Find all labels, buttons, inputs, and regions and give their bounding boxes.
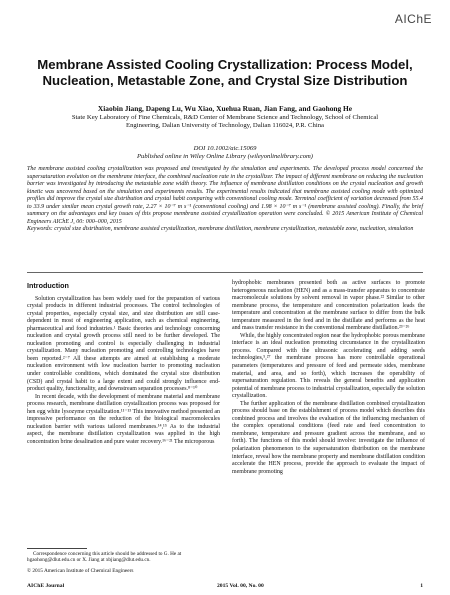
left-column <box>27 280 220 446</box>
copyright-notice: © 2015 American Institute of Chemical Engineers <box>27 568 134 574</box>
right-column <box>232 280 425 476</box>
title-line: Membrane Assisted Cooling Crystallization: Process Model, <box>37 57 413 72</box>
footer-journal: AIChE Journal <box>27 583 65 589</box>
section-divider <box>27 272 423 273</box>
paragraph: While, the highly concentrated region near the hydrophobic porous membrane interface is an ideal nucleation promoting circumstance in the crystallization process. Compared with the ultrasonic accelerating and adding seeds technologies,⁵,²⁷ the membrane process has more controllable operational parameters (temperatures and pressure of feed and permeate sides, membrane material, and area, and so forth), which increases the operability of supersaturation regulation. This reveals the general benefits and application potential of membrane process to industrial crystallization, especially the solution crystallization. <box>232 332 425 400</box>
affiliation-line: Engineering, Dalian University of Technology, Dalian 116024, P.R. China <box>125 122 324 130</box>
paragraph: In recent decade, with the development of membrane material and membrane process research, membrane distillation crystallization process was proposed for hen egg white lysozyme crystallization.¹¹⁻¹³ This innovative method presented an impressive performance on the reduction of the biological macromolecules nucleation barrier with various tailored membranes.¹⁴,¹⁵ As to the industrial aspect, the membrane distillation crystallization was applied in the high concentration brine desalination and pure water recovery.¹⁶⁻²¹ The microporous <box>27 393 220 445</box>
doi-block <box>20 145 430 162</box>
journal-brand: AIChE <box>394 12 432 26</box>
abstract-text: The membrane assisted cooling crystallization was proposed and investigated by the simulation and experiments. The developed process model concerned the supersaturation evolution on the membrane interface, the combined nucleation rate in the crystallizer. The impact of different membrane on reducing the nucleation barrier was investigated by introducing the metastable zone width theory. The influence of membrane distillation conditions on the crystal nucleation and growth kinetic was uncovered based on the simulation and experiments results. The experimental results indicated that membrane assisted cooling mode with optimized profiles did improve the crystal size distribution and crystal habit comparing with conventional cooling mode. Terminal coefficient of variation decreased from 55.4 to 33.9 under similar mean crystal growth rate, 2.27 × 10⁻⁷ m s⁻¹ (conventional cooling) and 1.98 × 10⁻⁷ m s⁻¹ (membrane assisted cooling). Finally, the brief summary on the advantages and key issues of this propose membrane assisted crystallization operation were concluded. © 2015 American Institute of Chemical Engineers AIChE J, 00: 000–000, 2015 <box>27 166 423 225</box>
published-note: Published online in Wiley Online Library (wileyonlinelibrary.com) <box>137 153 313 161</box>
correspondence-footnote: Correspondence concerning this article should be addressed to G. He at hgaohong@dlut.edu.cn or X. Jiang at xbjiang@dlut.edu.cn. <box>27 551 182 564</box>
author-list: Xiaobin Jiang, Dapeng Lu, Wu Xiao, Xuehua Ruan, Jian Fang, and Gaohong He <box>97 104 353 113</box>
footnote-separator <box>27 548 87 549</box>
abstract <box>27 166 423 234</box>
article-title <box>30 57 420 89</box>
title-line: Nucleation, Metastable Zone, and Crystal Size Distribution <box>42 73 408 88</box>
doi-link[interactable]: DOI 10.1002/aic.15069 <box>193 145 257 152</box>
keywords: Keywords: crystal size distribution, membrane assisted crystallization, membrane distillation, membrane crystallization, metastable zone, nucleation, simulation <box>27 226 414 233</box>
affiliation-line: State Key Laboratory of Fine Chemicals, R&D Center of Membrane Science and Technology, School of Chemical <box>71 114 379 121</box>
paragraph: The further application of the membrane distillation combined crystallization process should base on the establishment of process model which describes this combined process and involves the evaluation of the influencing mechanism of the complex operational conditions (feed rate and feed concentration to membrane, temperature and pressure gradient across the membrane, and so forth). The functions of this model should involve: investigate the influence of polarization phenomenon to the supersaturation distribution on the membrane interface, reveal how the membrane property and membrane distillation condition accelerate the HEN process, provide the approach to evaluate the impact of membrane promoting <box>232 400 425 475</box>
affiliation <box>20 114 430 131</box>
paragraph: hydrophobic membranes presented both as active surfaces to promote heterogeneous nucleation (HEN) and as a mass-transfer apparatus to concentrate macromolecule solutions by solvent removal in vapor phase.²² Similar to other membrane process, the temperature and concentration polarization leads the temperature and concentration at the membrane surface to differ from the bulk temperature measured in the feed and in the distillate and performs as the heat and mass transfer resistance in the conventional membrane distillation.²³⁻²⁶ <box>232 280 425 332</box>
page-number: 1 <box>420 583 423 589</box>
section-heading-introduction: Introduction <box>27 281 69 290</box>
footer-volume: 2015 Vol. 00, No. 00 <box>217 583 264 589</box>
paragraph: Solution crystallization has been widely used for the preparation of various crystal products in different industrial processes. The control technologies of crystal properties, especially crystal size, and size distribution are still case-dependent in most of engineering application, such as chemical engineering, pharmaceutical and food industries.¹ Basic theories and technology concerning nucleation and crystal growth process still need to be further developed. The nucleation promoting and control is especially challenging in industrial crystallization. Many nucleation promoting and controlling technologies have been reported.²⁻⁷ All these attempts are aimed at establishing a moderate nucleation environment with low nucleation barrier to promoting nucleation under controllable conditions, which dominated the crystal size distribution (CSD) and crystal habit to a large extent and could strongly influence end-product quality, functionality, and downstream separation processes.⁸⁻¹⁰ <box>27 295 220 393</box>
